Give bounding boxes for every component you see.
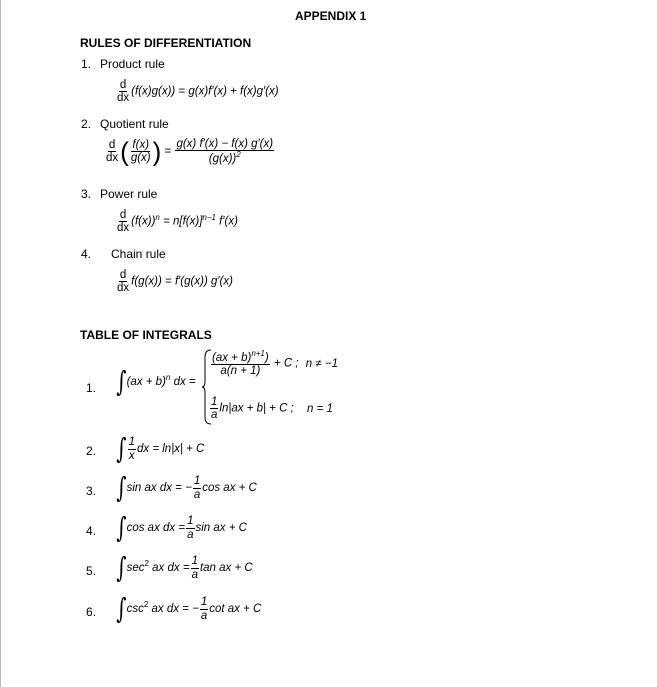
integrals-heading: TABLE OF INTEGRALS: [80, 328, 212, 342]
integral-1-dx: dx =: [173, 376, 196, 389]
case-1-numerator: (ax + b): [212, 351, 252, 364]
integral-3-formula: [114, 471, 257, 504]
equals-n: = n: [163, 215, 180, 228]
d-numerator: d: [119, 209, 127, 221]
quotient-denominator-exponent: 2: [236, 150, 241, 160]
integral-6-one: 1: [200, 596, 208, 609]
case-2-one: 1: [211, 396, 218, 408]
rule-4-number: 4.: [81, 247, 92, 261]
case-1-exponent: n+1: [251, 349, 265, 358]
rule-1-number: 1.: [81, 57, 92, 71]
integral-3-one: 1: [193, 475, 201, 488]
integral-3-a: a: [193, 488, 201, 501]
page-left-border: [0, 0, 1, 687]
product-rhs: g(x)f′(x) + f(x)g′(x): [188, 85, 279, 98]
integral-6-a: a: [200, 609, 208, 622]
product-rule-formula: [115, 79, 279, 104]
power-lhs-exponent: n: [155, 212, 160, 222]
integral-5-exponent: 2: [144, 559, 149, 569]
quotient-rule-formula: [104, 138, 275, 165]
integral-5-rhs: tan ax + C: [199, 562, 253, 575]
integral-sign-icon: ∫: [116, 432, 127, 465]
quotient-denominator: (g(x)): [208, 152, 237, 165]
close-paren: ): [152, 136, 162, 167]
integral-sign-icon: ∫: [116, 511, 127, 544]
integral-4-one: 1: [187, 515, 194, 528]
case-1-close-paren: ): [264, 351, 269, 364]
integral-6-lhs: ax dx = −: [151, 603, 199, 616]
equals-sign: =: [178, 85, 186, 98]
dx-denominator: dx: [106, 151, 119, 164]
chain-rule-formula: [115, 269, 233, 294]
integral-3-number: 3.: [86, 484, 97, 498]
chain-rhs: f′(g(x)) g′(x): [174, 275, 233, 288]
integral-4-a: a: [187, 528, 194, 541]
quotient-fx: f(x): [132, 138, 150, 151]
rule-1-name: Product rule: [100, 57, 165, 71]
integral-1-case-1: [210, 350, 338, 377]
integral-5-lhs: ax dx =: [152, 562, 190, 575]
integral-4-lhs: cos ax dx =: [126, 522, 186, 535]
open-paren: (: [120, 136, 129, 167]
integral-6-rhs: cot ax + C: [209, 603, 262, 616]
integral-6-csc: csc: [126, 603, 144, 616]
integral-2-x: x: [128, 449, 135, 462]
integral-2-rest: dx = ln|x| + C: [137, 443, 205, 456]
integral-5-number: 5.: [86, 564, 97, 578]
integral-1-exponent: n: [165, 373, 171, 383]
integral-5-a: a: [191, 568, 198, 581]
product-lhs: (f(x)g(x)): [131, 85, 176, 98]
rule-4-name: Chain rule: [111, 247, 166, 261]
integral-6-number: 6.: [86, 605, 97, 619]
integral-6-formula: [114, 592, 262, 625]
integral-sign-icon: ∫: [116, 551, 127, 584]
integral-1-integrand: (ax + b): [126, 376, 166, 389]
rule-3-number: 3.: [81, 187, 92, 201]
integral-4-number: 4.: [86, 524, 97, 538]
integral-4-formula: [114, 511, 247, 544]
differentiation-heading: RULES OF DIFFERENTIATION: [80, 36, 252, 50]
integral-1-case-2: [209, 396, 333, 421]
power-lhs: (f(x)): [131, 215, 156, 228]
rule-3-name: Power rule: [100, 187, 158, 201]
equals-sign: =: [164, 145, 172, 158]
case-2-a: a: [211, 409, 218, 422]
equals-sign: =: [165, 275, 172, 288]
appendix-title: APPENDIX 1: [295, 9, 367, 23]
power-rule-formula: [115, 209, 238, 234]
quotient-numerator: g(x) f′(x) − f(x) g′(x): [176, 138, 274, 150]
integral-5-one: 1: [191, 555, 198, 568]
chain-lhs: f(g(x)): [131, 275, 162, 288]
case-1-condition: n ≠ −1: [305, 357, 338, 370]
d-numerator: d: [119, 79, 127, 91]
integral-sign-icon: ∫: [116, 365, 127, 398]
case-2-tail: ln|ax + b| + C ;: [219, 402, 294, 415]
rule-2-number: 2.: [81, 117, 92, 131]
integral-sign-icon: ∫: [116, 471, 127, 504]
dx-denominator: dx: [117, 222, 130, 235]
integral-2-one: 1: [128, 436, 135, 449]
power-tail: f′(x): [219, 215, 238, 228]
integral-1-number: 1.: [86, 381, 97, 395]
case-2-condition: n = 1: [306, 402, 333, 415]
rule-2-name: Quotient rule: [100, 117, 169, 131]
d-numerator: d: [108, 138, 116, 151]
integral-1-lhs: [114, 365, 196, 398]
integral-sign-icon: ∫: [116, 592, 127, 625]
power-bracket-exponent: n−1: [202, 212, 216, 222]
dx-denominator: dx: [117, 282, 130, 295]
integral-3-rhs: cos ax + C: [202, 482, 257, 495]
integral-4-rhs: sin ax + C: [195, 522, 247, 535]
d-numerator: d: [119, 269, 127, 281]
case-1-tail: + C ;: [273, 357, 299, 370]
integral-6-exponent: 2: [143, 600, 149, 610]
power-bracket: [f(x)]: [179, 215, 203, 228]
integral-2-number: 2.: [86, 444, 97, 458]
case-1-denominator: a(n + 1): [220, 364, 261, 377]
integral-5-sec: sec: [126, 562, 145, 575]
integral-2-formula: [114, 432, 205, 465]
integral-5-formula: [114, 551, 253, 584]
integral-3-lhs: sin ax dx = −: [126, 482, 192, 495]
dx-denominator: dx: [117, 92, 130, 105]
quotient-gx: g(x): [130, 151, 151, 164]
